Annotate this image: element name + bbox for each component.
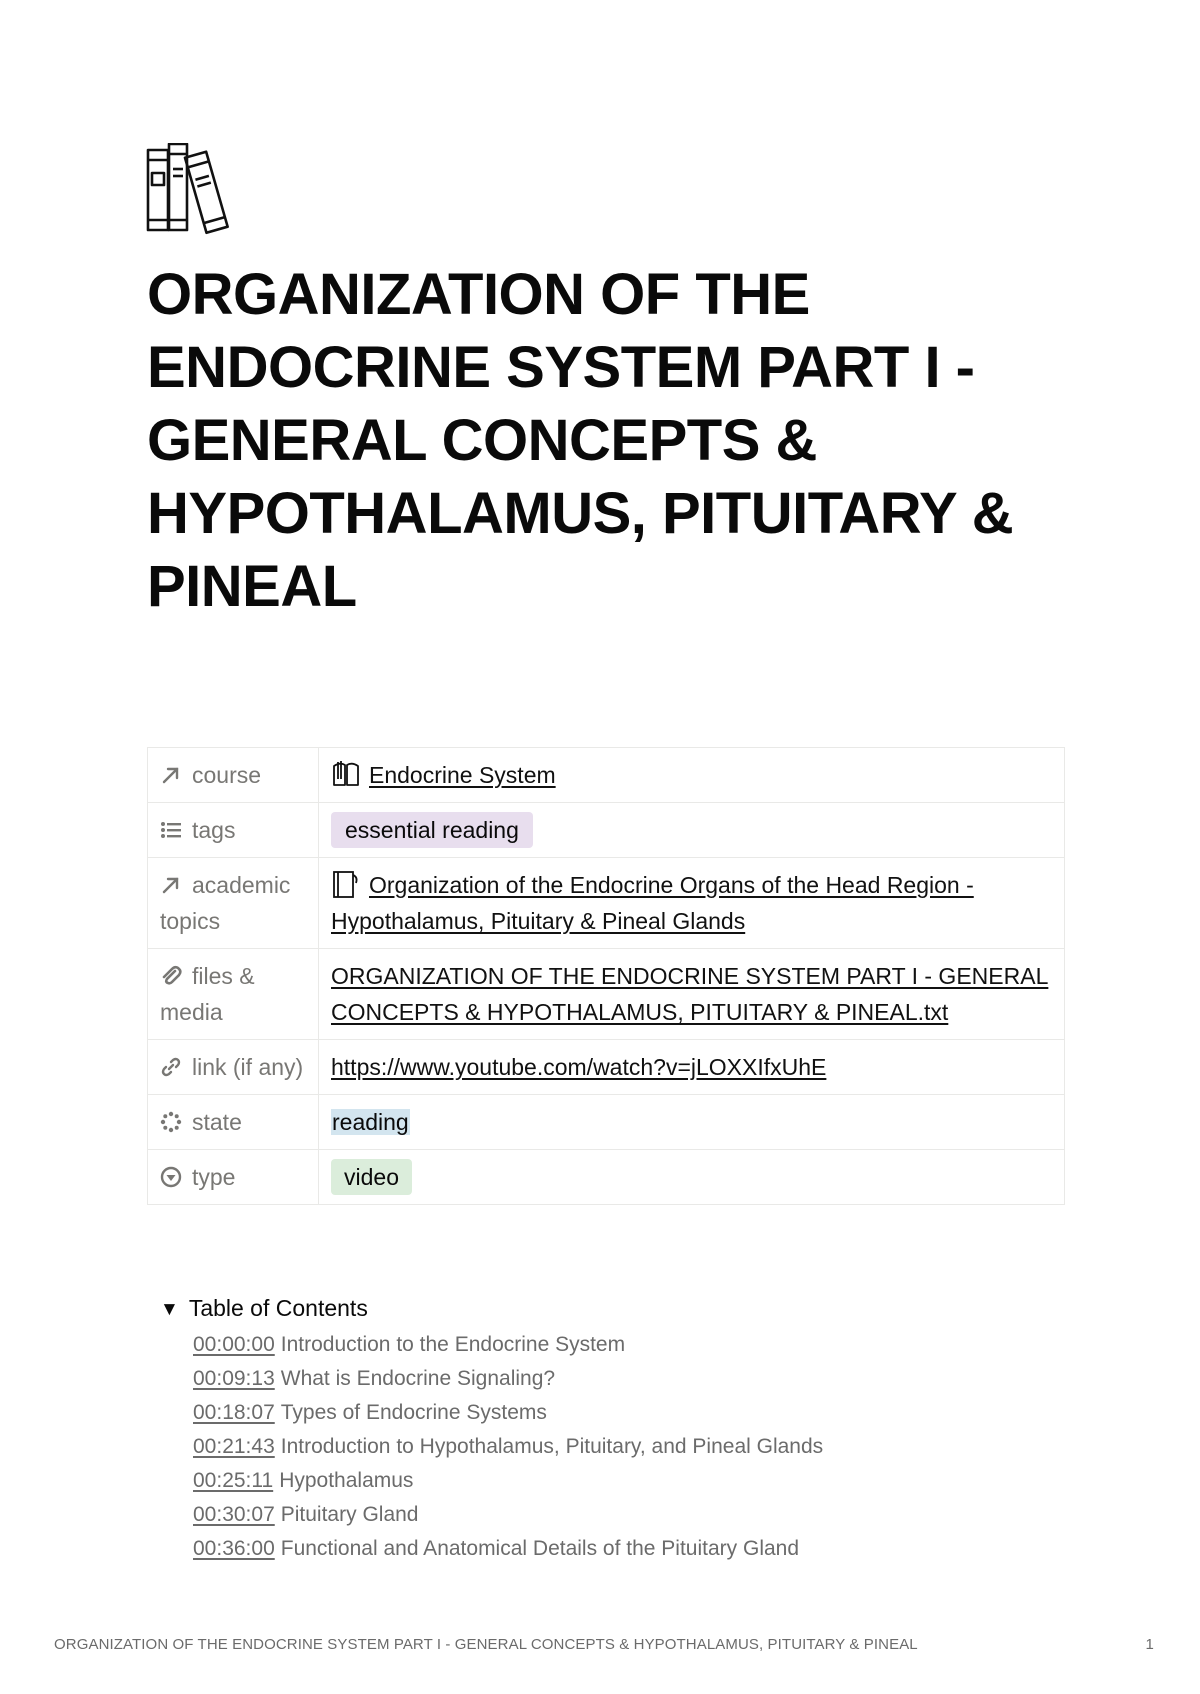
select-chevron-icon (160, 1166, 182, 1188)
notebook-icon (331, 869, 361, 899)
paperclip-icon (160, 965, 182, 987)
course-link[interactable]: Endocrine System (369, 762, 556, 788)
property-value-files-media (319, 949, 1065, 1040)
toc-header-label: Table of Contents (188, 1295, 368, 1321)
property-row-academic-topics (148, 858, 1065, 949)
list-icon (160, 819, 182, 841)
type-video-badge[interactable]: video (331, 1159, 412, 1195)
toc-toggle[interactable] (160, 1290, 1060, 1328)
property-row-state (148, 1095, 1065, 1150)
toc-item: 00:30:07 Pituitary Gland (193, 1503, 419, 1526)
link-icon (160, 1056, 182, 1078)
table-of-contents (160, 1290, 1060, 1566)
property-key-state: state (148, 1095, 319, 1150)
relation-arrow-icon (160, 874, 182, 896)
page-number: 1 (1145, 1636, 1154, 1653)
property-value-course (319, 748, 1065, 803)
footer-title: ORGANIZATION OF THE ENDOCRINE SYSTEM PART I - GENERAL CONCEPTS & HYPOTHALAMUS, PITUITARY & PINEAL (54, 1636, 918, 1653)
property-row-tags (148, 803, 1065, 858)
academic-topic-link[interactable]: Organization of the Endocrine Organs of the Head Region - Hypothalamus, Pituitary & Pineal Glands (331, 872, 974, 934)
toc-item: 00:25:11 Hypothalamus (193, 1469, 414, 1492)
toc-timestamp-link[interactable]: 00:00:00 (193, 1333, 275, 1356)
toc-timestamp-link[interactable]: 00:18:07 (193, 1401, 275, 1424)
property-key-files-media: files & media (148, 949, 319, 1040)
property-value-type (319, 1150, 1065, 1205)
property-value-academic-topics (319, 858, 1065, 949)
property-key-academic-topics: academic topics (148, 858, 319, 949)
toc-timestamp-link[interactable]: 00:25:11 (193, 1469, 274, 1492)
state-reading-badge[interactable]: reading (332, 1109, 409, 1135)
toc-item: 00:36:00 Functional and Anatomical Details of the Pituitary Gland (193, 1537, 800, 1560)
triangle-down-icon[interactable]: ▼ (160, 1299, 179, 1320)
property-row-course (148, 748, 1065, 803)
property-row-link (148, 1040, 1065, 1095)
page-title: ORGANIZATION OF THE ENDOCRINE SYSTEM PART I - GENERAL CONCEPTS & HYPOTHALAMUS, PITUITARY & PINEAL (147, 262, 1014, 619)
file-attachment-link[interactable]: ORGANIZATION OF THE ENDOCRINE SYSTEM PART I - GENERAL CONCEPTS & HYPOTHALAMUS, PITUITARY & PINEAL.txt (331, 963, 1049, 1025)
toc-timestamp-link[interactable]: 00:36:00 (193, 1537, 275, 1560)
toc-item: 00:18:07 Types of Endocrine Systems (193, 1401, 547, 1424)
toc-item: 00:09:13 What is Endocrine Signaling? (193, 1367, 556, 1390)
property-key-link: link (if any) (148, 1040, 319, 1095)
toc-list (160, 1328, 1060, 1566)
page-footer (54, 1636, 1154, 1653)
property-key-course: course (148, 748, 319, 803)
status-spinner-icon (160, 1111, 182, 1133)
open-book-icon (331, 759, 361, 789)
tag-essential-reading[interactable]: essential reading (331, 812, 533, 848)
property-key-tags: tags (148, 803, 319, 858)
property-value-state (319, 1095, 1065, 1150)
books-icon (145, 143, 240, 238)
property-row-files-media (148, 949, 1065, 1040)
toc-timestamp-link[interactable]: 00:21:43 (193, 1435, 275, 1458)
relation-arrow-icon (160, 764, 182, 786)
toc-timestamp-link[interactable]: 00:09:13 (193, 1367, 275, 1390)
youtube-url-link[interactable]: https://www.youtube.com/watch?v=jLOXXIfxUhE (331, 1054, 827, 1080)
properties-table (147, 747, 1065, 1205)
property-key-type: type (148, 1150, 319, 1205)
property-value-link (319, 1040, 1065, 1095)
toc-item: 00:00:00 Introduction to the Endocrine System (193, 1333, 626, 1356)
toc-item: 00:21:43 Introduction to Hypothalamus, Pituitary, and Pineal Glands (193, 1435, 824, 1458)
property-row-type (148, 1150, 1065, 1205)
property-value-tags (319, 803, 1065, 858)
toc-timestamp-link[interactable]: 00:30:07 (193, 1503, 275, 1526)
